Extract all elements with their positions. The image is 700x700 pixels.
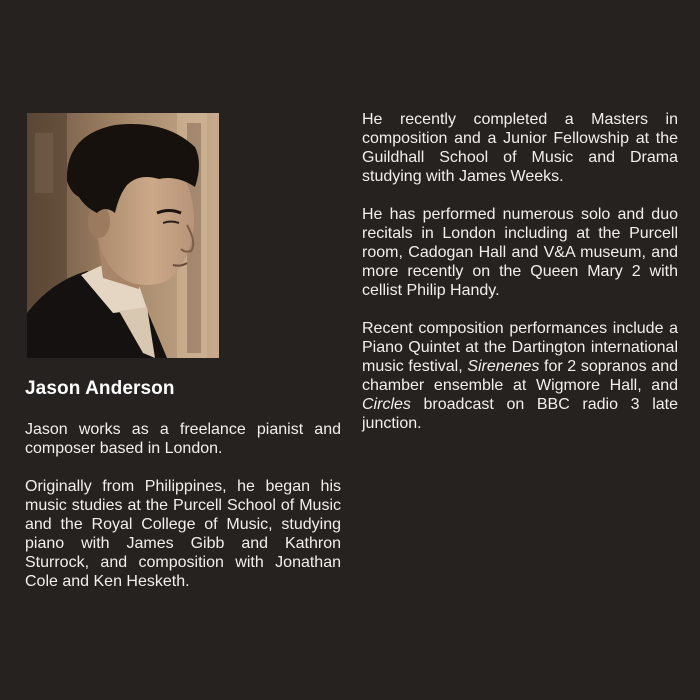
compositions-text-start: Recent composition performances include a Piano Quintet at the Dartington international music festival, bbox=[362, 320, 678, 375]
bio-paragraph-compositions bbox=[362, 319, 678, 433]
compositions-text-end: broadcast on BBC radio 3 late junction. bbox=[362, 396, 678, 432]
bio-paragraph-recitals: He has performed numerous solo and duo recitals in London including at the Purcell room, Cadogan Hall and V&A museum, and more recently on the Queen Mary 2 with cellist Philip Handy. bbox=[362, 206, 678, 299]
bio-left-column bbox=[25, 420, 341, 610]
work-title-circles: Circles bbox=[362, 396, 411, 413]
compositions-text-middle: for 2 sopranos and chamber ensemble at Wigmore Hall, and bbox=[362, 358, 678, 394]
person-name: Jason Anderson bbox=[25, 378, 175, 399]
bio-paragraph-education: He recently completed a Masters in composition and a Junior Fellowship at the Guildhall School of Music and Drama studying with James Weeks. bbox=[362, 111, 678, 185]
bio-right-column bbox=[362, 110, 678, 452]
portrait-photo bbox=[27, 113, 219, 358]
bio-paragraph-intro: Jason works as a freelance pianist and composer based in London. bbox=[25, 421, 341, 457]
work-title-sirenenes: Sirenenes bbox=[467, 358, 540, 375]
bio-paragraph-background: Originally from Philippines, he began his music studies at the Purcell School of Music and the Royal College of Music, studying piano with James Gibb and Kathron Sturrock, and composition with Jonathan Cole and Ken Hesketh. bbox=[25, 478, 341, 590]
portrait-photo-icon bbox=[27, 113, 219, 358]
